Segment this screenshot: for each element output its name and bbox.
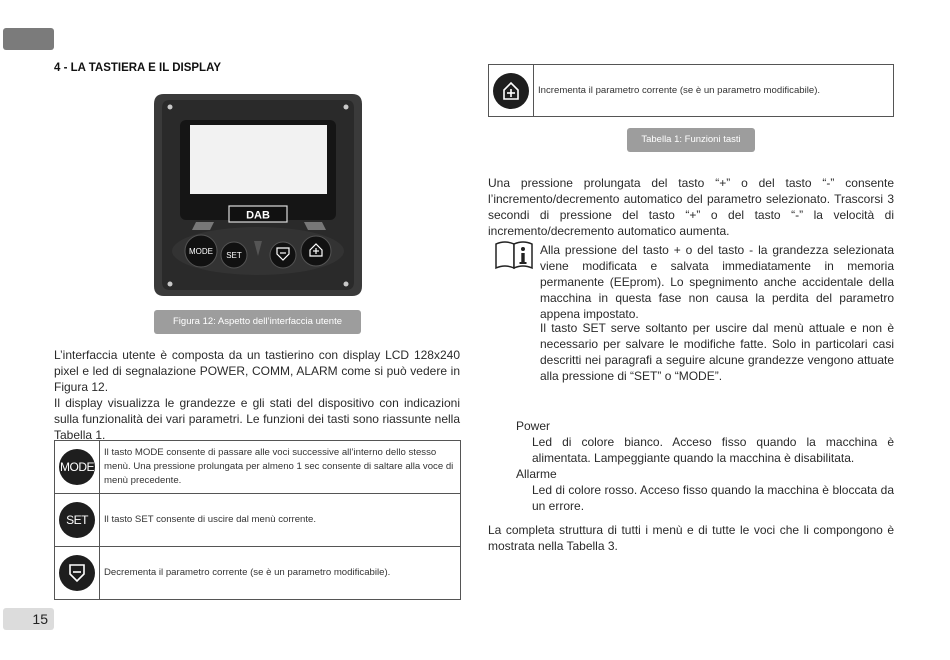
chapter-tab xyxy=(3,28,54,50)
mode-key-description: Il tasto MODE consente di passare alle voci successive all’interno dello stesso menù. Una pressione prolungata per almeno 1 sec consente di saltare alla voce di menù precedente. xyxy=(100,441,461,494)
left-body-text xyxy=(54,347,460,443)
alarm-text: Led di colore rosso. Acceso fisso quando la macchina è bloccata da un errore. xyxy=(532,483,894,513)
right-paragraph-last: La completa struttura di tutti i menù e di tutte le voci che li compongono è mostrata nella Tabella 3. xyxy=(488,523,894,553)
plus-key-table xyxy=(488,64,894,117)
minus-key-description: Decrementa il parametro corrente (se è un parametro modificabile). xyxy=(100,547,461,600)
table-row xyxy=(55,494,461,547)
alarm-title: Allarme xyxy=(516,467,557,481)
note-paragraph-2: Il tasto SET serve soltanto per uscire dal menù attuale e non è necessario per salvare le modifiche fatte. Solo in particolari casi descritti nei paragrafi a seguire alcune grandezze vengono attuate alla pressione di “SET” o “MODE”. xyxy=(540,321,894,383)
svg-text:SET: SET xyxy=(226,251,242,260)
right-paragraph-1: Una pressione prolungata del tasto “+” o del tasto “-” consente l’incremento/decremento automatico del parametro selezionato. Trascorsi 3 secondi di pressione del tasto “+” o del tasto “-” la velocità di incremento/decremento automatico aumenta. xyxy=(488,176,894,238)
keypad-device-illustration xyxy=(150,90,366,304)
svg-text:MODE: MODE xyxy=(189,247,213,256)
set-key-icon: SET xyxy=(55,494,100,547)
note-paragraph-1: Alla pressione del tasto + o del tasto - la grandezza selezionata viene modificata e salvata immediatamente in memoria permanente (EEprom). Lo spegnimento anche accidentale della macchina in questa fase non causa la perdita del parametro appena impostato. xyxy=(540,243,894,321)
table-caption: Tabella 1: Funzioni tasti xyxy=(627,128,755,152)
info-book-icon xyxy=(494,238,536,270)
page-number: 15 xyxy=(3,608,54,630)
svg-text:DAB: DAB xyxy=(246,209,270,222)
figure-caption: Figura 12: Aspetto dell’interfaccia utente xyxy=(154,310,361,334)
screw-icon xyxy=(344,105,349,110)
set-key-description: Il tasto SET consente di uscire dal menù corrente. xyxy=(100,494,461,547)
screw-icon xyxy=(168,282,173,287)
minus-key-icon xyxy=(55,547,100,600)
mode-key-icon: MODE xyxy=(55,441,100,494)
keys-table xyxy=(54,440,461,600)
screw-icon xyxy=(344,282,349,287)
lcd-display xyxy=(190,125,327,194)
plus-key-icon xyxy=(489,65,534,117)
power-text: Led di colore bianco. Acceso fisso quando la macchina è alimentata. Lampeggiante quando la macchina è disabilitata. xyxy=(532,435,894,465)
section-heading: 4 - LA TASTIERA E IL DISPLAY xyxy=(54,62,221,74)
minus-key xyxy=(270,242,296,268)
screw-icon xyxy=(168,105,173,110)
led-descriptions xyxy=(516,418,894,514)
table-row xyxy=(489,65,894,117)
left-paragraph-1: L’interfaccia utente è composta da un tastierino con display LCD 128x240 pixel e led di segnalazione POWER, COMM, ALARM come si può vedere in Figura 12. xyxy=(54,348,460,394)
table-row xyxy=(55,547,461,600)
plus-key-description: Incrementa il parametro corrente (se è un parametro modificabile). xyxy=(534,65,894,117)
power-title: Power xyxy=(516,419,551,433)
left-paragraph-2: Il display visualizza le grandezze e gli stati del dispositivo con indicazioni sulla funzionalità dei vari parametri. Le funzioni dei tasti sono riassunte nella Tabella 1. xyxy=(54,396,460,442)
table-row xyxy=(55,441,461,494)
